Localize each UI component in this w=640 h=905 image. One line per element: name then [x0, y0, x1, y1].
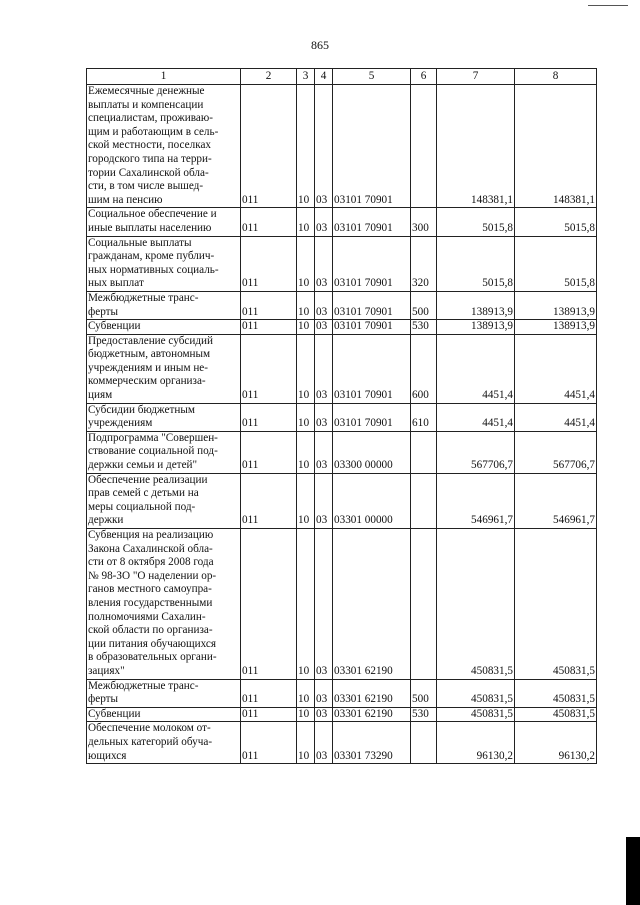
cell-c3: 10	[297, 529, 315, 680]
cell-c7: 138913,9	[437, 291, 515, 319]
cell-c3: 10	[297, 85, 315, 208]
row-label: Предоставление субсидий бюджетным, автономным учреждениям и иным не- коммерческим организа- циям	[87, 334, 241, 403]
cell-c8: 4451,4	[515, 403, 597, 431]
cell-c7: 5015,8	[437, 208, 515, 236]
cell-c6	[411, 473, 437, 528]
cell-c3: 10	[297, 403, 315, 431]
cell-c7: 4451,4	[437, 334, 515, 403]
cell-c7: 546961,7	[437, 473, 515, 528]
cell-c7: 148381,1	[437, 85, 515, 208]
cell-c2: 011	[241, 403, 297, 431]
cell-c7: 450831,5	[437, 529, 515, 680]
cell-c7: 96130,2	[437, 722, 515, 764]
table-row	[87, 208, 597, 236]
cell-c3: 10	[297, 334, 315, 403]
cell-c6	[411, 722, 437, 764]
cell-c6	[411, 431, 437, 473]
cell-c8: 4451,4	[515, 334, 597, 403]
cell-c5: 03301 62190	[333, 679, 411, 707]
cell-c3: 10	[297, 473, 315, 528]
cell-c7: 138913,9	[437, 320, 515, 335]
col-header-2: 2	[241, 69, 297, 85]
cell-c5: 03301 00000	[333, 473, 411, 528]
col-header-1: 1	[87, 69, 241, 85]
cell-c8: 138913,9	[515, 320, 597, 335]
row-label: Социальное обеспечение и иные выплаты населению	[87, 208, 241, 236]
cell-c5: 03301 73290	[333, 722, 411, 764]
cell-c8: 5015,8	[515, 208, 597, 236]
cell-c6: 500	[411, 679, 437, 707]
cell-c4: 03	[315, 320, 333, 335]
cell-c2: 011	[241, 208, 297, 236]
row-label: Субвенции	[87, 707, 241, 722]
table-row	[87, 529, 597, 680]
cell-c5: 03101 70901	[333, 320, 411, 335]
cell-c4: 03	[315, 403, 333, 431]
cell-c2: 011	[241, 722, 297, 764]
cell-c3: 10	[297, 320, 315, 335]
row-label: Межбюджетные транс- ферты	[87, 291, 241, 319]
cell-c6: 600	[411, 334, 437, 403]
cell-c8: 5015,8	[515, 236, 597, 291]
cell-c3: 10	[297, 431, 315, 473]
cell-c4: 03	[315, 236, 333, 291]
cell-c2: 011	[241, 320, 297, 335]
cell-c5: 03101 70901	[333, 291, 411, 319]
cell-c8: 546961,7	[515, 473, 597, 528]
cell-c7: 450831,5	[437, 679, 515, 707]
cell-c8: 148381,1	[515, 85, 597, 208]
scan-edge-mark	[626, 837, 640, 905]
header-row	[87, 69, 597, 85]
cell-c8: 96130,2	[515, 722, 597, 764]
table-row	[87, 334, 597, 403]
cell-c6	[411, 85, 437, 208]
row-label: Субвенция на реализацию Закона Сахалинской обла- сти от 8 октября 2008 года № 98-ЗО "О наделении ор- ганов местного самоупра- вления государственными полномочиями Сахалин- ской области по организа- ции питания обучающихся в образовательных органи- зациях"	[87, 529, 241, 680]
cell-c4: 03	[315, 431, 333, 473]
cell-c6: 530	[411, 320, 437, 335]
table-row	[87, 320, 597, 335]
cell-c6: 320	[411, 236, 437, 291]
table-row	[87, 85, 597, 208]
cell-c6: 610	[411, 403, 437, 431]
cell-c2: 011	[241, 291, 297, 319]
cell-c2: 011	[241, 236, 297, 291]
cell-c5: 03300 00000	[333, 431, 411, 473]
cell-c4: 03	[315, 529, 333, 680]
cell-c4: 03	[315, 679, 333, 707]
cell-c6: 300	[411, 208, 437, 236]
row-label: Обеспечение реализации прав семей с детьми на меры социальной под- держки	[87, 473, 241, 528]
cell-c4: 03	[315, 334, 333, 403]
page-number: 865	[311, 38, 329, 52]
cell-c2: 011	[241, 334, 297, 403]
cell-c6	[411, 529, 437, 680]
table-row	[87, 403, 597, 431]
cell-c5: 03101 70901	[333, 85, 411, 208]
cell-c7: 4451,4	[437, 403, 515, 431]
cell-c2: 011	[241, 85, 297, 208]
cell-c8: 567706,7	[515, 431, 597, 473]
cell-c3: 10	[297, 707, 315, 722]
cell-c5: 03101 70901	[333, 334, 411, 403]
cell-c2: 011	[241, 529, 297, 680]
table-row	[87, 236, 597, 291]
table-row	[87, 473, 597, 528]
table-row	[87, 431, 597, 473]
col-header-3: 3	[297, 69, 315, 85]
cell-c2: 011	[241, 679, 297, 707]
row-label: Социальные выплаты гражданам, кроме публич- ных нормативных социаль- ных выплат	[87, 236, 241, 291]
cell-c4: 03	[315, 208, 333, 236]
col-header-7: 7	[437, 69, 515, 85]
cell-c2: 011	[241, 431, 297, 473]
cell-c4: 03	[315, 707, 333, 722]
cell-c7: 567706,7	[437, 431, 515, 473]
row-label: Межбюджетные транс- ферты	[87, 679, 241, 707]
cell-c3: 10	[297, 722, 315, 764]
budget-table	[86, 68, 597, 764]
table-row	[87, 291, 597, 319]
top-rule	[588, 5, 628, 6]
cell-c6: 530	[411, 707, 437, 722]
cell-c5: 03301 62190	[333, 707, 411, 722]
cell-c3: 10	[297, 679, 315, 707]
cell-c8: 450831,5	[515, 679, 597, 707]
cell-c2: 011	[241, 707, 297, 722]
cell-c5: 03101 70901	[333, 236, 411, 291]
cell-c3: 10	[297, 291, 315, 319]
table-row	[87, 707, 597, 722]
row-label: Ежемесячные денежные выплаты и компенсации специалистам, проживаю- щим и работающим в сель- ской местности, поселках городского типа на терри- тории Сахалинской обла- сти, в том числе вышед- шим на пенсию	[87, 85, 241, 208]
cell-c8: 450831,5	[515, 707, 597, 722]
col-header-6: 6	[411, 69, 437, 85]
cell-c5: 03101 70901	[333, 403, 411, 431]
cell-c4: 03	[315, 722, 333, 764]
col-header-4: 4	[315, 69, 333, 85]
row-label: Обеспечение молоком от- дельных категорий обуча- ющихся	[87, 722, 241, 764]
row-label: Субсидии бюджетным учреждениям	[87, 403, 241, 431]
cell-c3: 10	[297, 208, 315, 236]
table-row	[87, 722, 597, 764]
cell-c2: 011	[241, 473, 297, 528]
row-label: Подпрограмма "Совершен- ствование социальной под- держки семьи и детей"	[87, 431, 241, 473]
cell-c4: 03	[315, 85, 333, 208]
cell-c8: 138913,9	[515, 291, 597, 319]
row-label: Субвенции	[87, 320, 241, 335]
cell-c5: 03301 62190	[333, 529, 411, 680]
col-header-5: 5	[333, 69, 411, 85]
cell-c6: 500	[411, 291, 437, 319]
cell-c4: 03	[315, 473, 333, 528]
cell-c4: 03	[315, 291, 333, 319]
col-header-8: 8	[515, 69, 597, 85]
cell-c3: 10	[297, 236, 315, 291]
cell-c7: 450831,5	[437, 707, 515, 722]
cell-c8: 450831,5	[515, 529, 597, 680]
table-row	[87, 679, 597, 707]
cell-c5: 03101 70901	[333, 208, 411, 236]
cell-c7: 5015,8	[437, 236, 515, 291]
